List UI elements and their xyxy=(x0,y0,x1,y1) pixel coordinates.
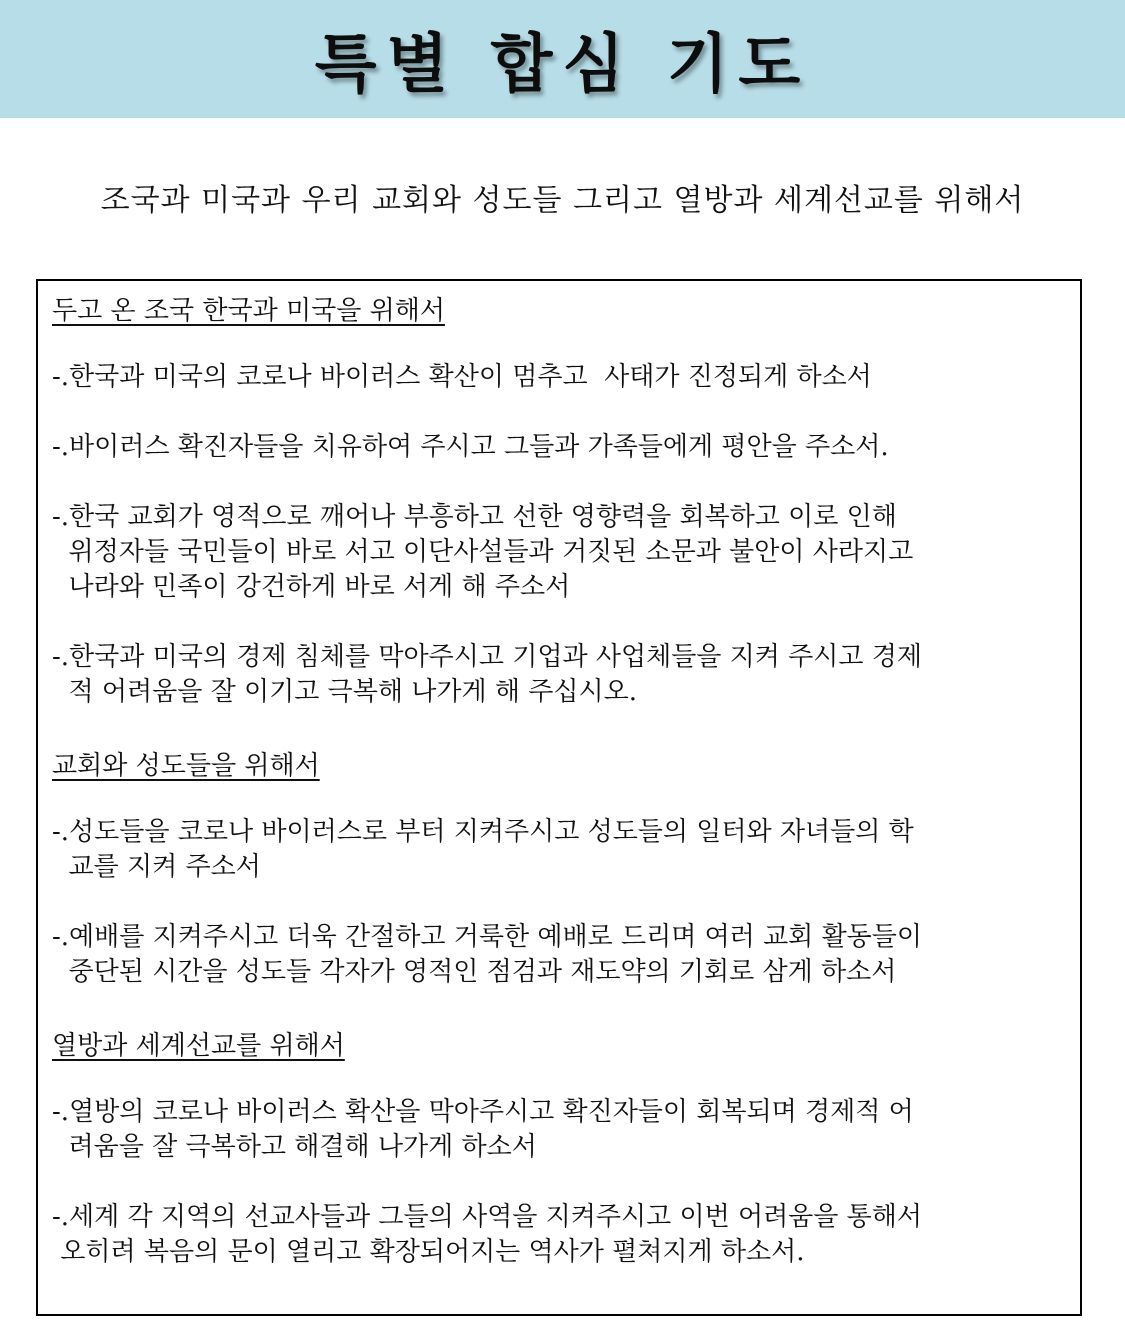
page-title: 특별 합심 기도 xyxy=(314,28,811,102)
title-banner xyxy=(0,0,1125,118)
prayer-item: -.한국과 미국의 경제 침체를 막아주시고 기업과 사업체들을 지켜 주시고 경제 적 어려움을 잘 이기고 극복해 나가게 해 주십시오. xyxy=(52,642,923,707)
prayer-item: -.한국과 미국의 코로나 바이러스 확산이 멈추고 사태가 진정되게 하소서 xyxy=(52,362,872,392)
section-heading-korea-usa: 두고 온 조국 한국과 미국을 위해서 xyxy=(52,296,445,326)
prayer-item: -.한국 교회가 영적으로 깨어나 부흥하고 선한 영향력을 회복하고 이로 인해 위정자들 국민들이 바로 서고 이단사설들과 거짓된 소문과 불안이 사라지고 나라와 민족이 강건하게 바로 서게 해 주소서 xyxy=(52,502,914,602)
prayer-item: -.예배를 지켜주시고 더욱 간절하고 거룩한 예배로 드리며 여러 교회 활동들이 중단된 시간을 성도들 각자가 영적인 점검과 재도약의 기회로 삼게 하소서 xyxy=(52,922,923,987)
prayer-item: -.열방의 코로나 바이러스 확산을 막아주시고 확진자들이 회복되며 경제적 어 려움을 잘 극복하고 해결해 나가게 하소서 xyxy=(52,1097,914,1162)
prayer-item: -.성도들을 코로나 바이러스로 부터 지켜주시고 성도들의 일터와 자녀들의 학 교를 지켜 주소서 xyxy=(52,817,914,882)
prayer-item: -.세계 각 지역의 선교사들과 그들의 사역을 지켜주시고 이번 어려움을 통해서 오히려 복음의 문이 열리고 확장되어지는 역사가 펼쳐지게 하소서. xyxy=(52,1202,923,1267)
section-heading-missions: 열방과 세계선교를 위해서 xyxy=(52,1031,345,1061)
page-subtitle: 조국과 미국과 우리 교회와 성도들 그리고 열방과 세계선교를 위해서 xyxy=(100,183,1025,218)
section-heading-church: 교회와 성도들을 위해서 xyxy=(52,751,320,781)
prayer-item: -.바이러스 확진자들을 치유하여 주시고 그들과 가족들에게 평안을 주소서. xyxy=(52,432,889,462)
